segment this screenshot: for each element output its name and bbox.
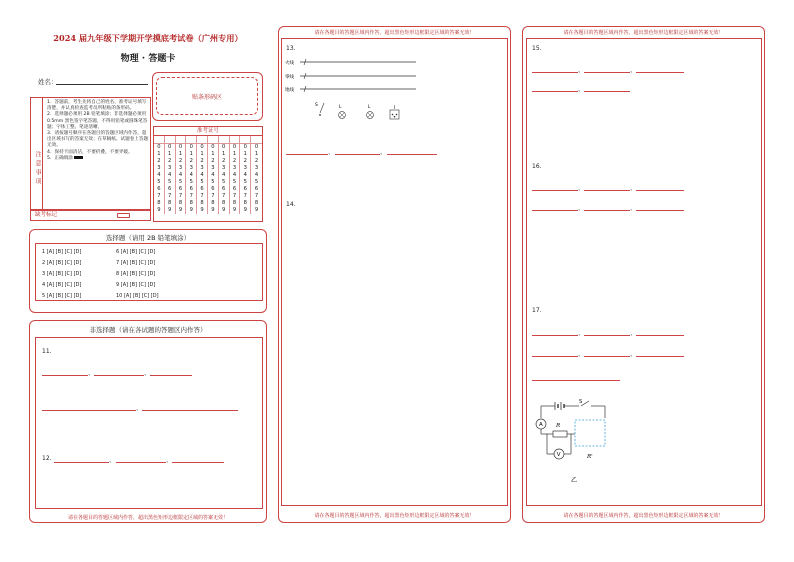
answer-line[interactable]	[387, 154, 437, 155]
exam-digit[interactable]: 7	[243, 193, 247, 199]
answer-line[interactable]	[532, 335, 578, 336]
exam-digit[interactable]: 6	[157, 186, 161, 192]
exam-number-write-cell[interactable]	[240, 136, 250, 144]
exam-number-write-cell[interactable]	[251, 136, 262, 144]
exam-digit[interactable]: 6	[168, 186, 172, 192]
exam-digit[interactable]: 1	[243, 151, 247, 157]
answer-line[interactable]	[94, 375, 144, 376]
warning-text: 请在各题目的答题区域内作答，超出黑色矩形边框限定区域的答案无效！	[314, 30, 475, 36]
exam-number-column[interactable]	[240, 136, 251, 214]
exam-digit[interactable]: 3	[243, 165, 247, 171]
warning-text: 请在各题目的答题区域内作答，超出黑色矩形边框限定区域的答案无效！	[314, 513, 475, 519]
page-title: 2024 届九年级下学期开学摸底考试卷（广州专用）	[53, 33, 243, 43]
exam-number-write-cell[interactable]	[219, 136, 229, 144]
exam-number-column[interactable]	[186, 136, 197, 214]
exam-digit[interactable]: 5	[232, 179, 237, 185]
exam-digit[interactable]: 9	[211, 207, 215, 213]
nonchoice-title: 非选择题（请在各试题的答题区内作答）	[89, 326, 207, 334]
exam-number-write-cell[interactable]	[197, 136, 207, 144]
exam-digit[interactable]: 4	[232, 172, 237, 178]
exam-digit[interactable]: 7	[157, 193, 161, 199]
exam-number-write-cell[interactable]	[230, 136, 240, 144]
exam-digit[interactable]: 3	[178, 165, 183, 171]
exam-digit[interactable]: 9	[232, 207, 237, 213]
exam-digit[interactable]: 1	[168, 151, 172, 157]
exam-digit[interactable]: 7	[200, 193, 204, 199]
q13-14-area: 13. 火线 零线 地线 S L L 、 、 14.	[281, 38, 508, 506]
exam-digit[interactable]: 8	[189, 200, 193, 206]
exam-digit[interactable]: 0	[189, 144, 193, 150]
exam-digit[interactable]: 2	[200, 158, 204, 164]
ground-wire-label: 地线	[285, 88, 294, 93]
exam-digit[interactable]: 0	[243, 144, 247, 150]
exam-digit[interactable]: 0	[222, 144, 226, 150]
choice-item[interactable]: 5 [A] [B] [C] [D]	[42, 293, 82, 299]
exam-number-column[interactable]	[208, 136, 219, 214]
exam-digit[interactable]: 1	[189, 151, 193, 157]
choice-item[interactable]: 9 [A] [B] [C] [D]	[116, 282, 156, 288]
choice-item[interactable]: 8 [A] [B] [C] [D]	[116, 271, 156, 277]
exam-number-column[interactable]	[176, 136, 187, 214]
exam-digit[interactable]: 2	[222, 158, 226, 164]
answer-line[interactable]	[584, 210, 630, 211]
exam-number-column[interactable]	[197, 136, 208, 214]
exam-digit[interactable]: 9	[189, 207, 193, 213]
answer-line[interactable]	[584, 91, 630, 92]
q15-17-area: 15. 、 、 、 16. 、 、 、 、 17. 、 、 、 、 S A R R' V 乙	[526, 38, 762, 506]
exam-digit[interactable]: 3	[232, 165, 237, 171]
exam-digit[interactable]: 4	[254, 172, 259, 178]
answer-line[interactable]	[42, 410, 136, 411]
exam-digit[interactable]: 5	[157, 179, 161, 185]
exam-digit[interactable]: 0	[232, 144, 237, 150]
resistor-label: R	[556, 423, 561, 429]
exam-digit[interactable]: 9	[222, 207, 226, 213]
exam-digit[interactable]: 6	[211, 186, 215, 192]
answer-line[interactable]	[335, 154, 380, 155]
answer-line[interactable]	[584, 356, 630, 357]
exam-digit[interactable]: 1	[157, 151, 161, 157]
exam-digit[interactable]: 3	[222, 165, 226, 171]
page-subtitle: 物理 · 答题卡	[120, 54, 176, 64]
warning-text: 请在各题目的答题区域内作答，超出黑色矩形边框限定区域的答案无效！	[67, 515, 228, 521]
q11-label: 11.	[42, 348, 52, 355]
q15-label: 15.	[532, 45, 542, 52]
exam-number-write-cell[interactable]	[154, 136, 164, 144]
answer-line[interactable]	[636, 356, 684, 357]
exam-digit[interactable]: 2	[211, 158, 215, 164]
exam-digit[interactable]: 2	[157, 158, 161, 164]
exam-digit[interactable]: 3	[254, 165, 259, 171]
exam-digit[interactable]: 2	[254, 158, 259, 164]
warning-text: 请在各题目的答题区域内作答，超出黑色矩形边框限定区域的答案无效！	[563, 30, 724, 36]
exam-digit[interactable]: 8	[178, 200, 183, 206]
answer-line[interactable]	[142, 410, 238, 411]
exam-digit[interactable]: 5	[178, 179, 183, 185]
exam-digit[interactable]: 9	[168, 207, 172, 213]
exam-number-grid[interactable]	[154, 136, 262, 214]
lamp1-label: L	[339, 105, 342, 110]
exam-digit[interactable]: 2	[189, 158, 193, 164]
exam-digit[interactable]: 7	[222, 193, 226, 199]
exam-number-write-cell[interactable]	[176, 136, 186, 144]
name-label: 姓名：	[38, 78, 58, 86]
exam-digit[interactable]: 7	[168, 193, 172, 199]
exam-digit[interactable]: 3	[168, 165, 172, 171]
exam-digit[interactable]: 7	[189, 193, 193, 199]
answer-line[interactable]	[532, 210, 578, 211]
lamp2-label: L	[368, 105, 371, 110]
choice-grid	[35, 243, 263, 301]
exam-digit[interactable]: 8	[211, 200, 215, 206]
exam-digit[interactable]: 5	[189, 179, 193, 185]
exam-number-write-cell[interactable]	[208, 136, 218, 144]
exam-digit[interactable]: 4	[243, 172, 247, 178]
exam-digit[interactable]: 8	[200, 200, 204, 206]
answer-line[interactable]	[636, 335, 684, 336]
switch-label: S	[579, 399, 583, 405]
answer-line[interactable]	[54, 462, 109, 463]
exam-digit[interactable]: 2	[232, 158, 237, 164]
choice-item[interactable]: 2 [A] [B] [C] [D]	[42, 260, 82, 266]
exam-digit[interactable]: 2	[168, 158, 172, 164]
exam-number-column[interactable]	[251, 136, 262, 214]
exam-digit[interactable]: 5	[222, 179, 226, 185]
answer-line[interactable]	[532, 72, 578, 73]
live-wire-label: 火线	[285, 61, 294, 66]
exam-digit[interactable]: 0	[168, 144, 172, 150]
q16-label: 16.	[532, 163, 542, 170]
exam-number-box	[153, 126, 263, 222]
exam-digit[interactable]: 5	[254, 179, 259, 185]
answer-line[interactable]	[584, 72, 630, 73]
exam-digit[interactable]: 5	[200, 179, 204, 185]
q14-label: 14.	[286, 201, 296, 208]
exam-digit[interactable]: 5	[243, 179, 247, 185]
exam-digit[interactable]: 7	[232, 193, 237, 199]
answer-line[interactable]	[116, 462, 166, 463]
exam-digit[interactable]: 6	[232, 186, 237, 192]
exam-digit[interactable]: 7	[254, 193, 259, 199]
name-field[interactable]	[56, 84, 148, 85]
exam-digit[interactable]: 8	[254, 200, 259, 206]
diagram-caption: 乙	[571, 477, 578, 484]
exam-digit[interactable]: 6	[200, 186, 204, 192]
exam-digit[interactable]: 8	[232, 200, 237, 206]
answer-line[interactable]	[584, 190, 630, 191]
measurement-circuit-diagram	[529, 396, 619, 486]
exam-digit[interactable]: 7	[178, 193, 183, 199]
missing-mark-box[interactable]	[117, 213, 130, 218]
exam-digit[interactable]: 6	[222, 186, 226, 192]
exam-digit[interactable]: 9	[157, 207, 161, 213]
choice-item[interactable]: 7 [A] [B] [C] [D]	[116, 260, 156, 266]
choice-item[interactable]: 1 [A] [B] [C] [D]	[42, 249, 82, 255]
exam-digit[interactable]: 1	[222, 151, 226, 157]
exam-digit[interactable]: 4	[178, 172, 183, 178]
filled-sample-icon	[74, 156, 83, 159]
q12-label: 12.	[42, 455, 52, 462]
exam-digit[interactable]: 2	[243, 158, 247, 164]
answer-line[interactable]	[42, 375, 88, 376]
switch-label: S	[315, 103, 318, 108]
barcode-area: 贴条形码区	[156, 77, 258, 115]
exam-digit[interactable]: 9	[243, 207, 247, 213]
exam-digit[interactable]: 5	[211, 179, 215, 185]
exam-digit[interactable]: 2	[178, 158, 183, 164]
answer-line[interactable]	[150, 375, 192, 376]
q13-label: 13.	[286, 45, 296, 52]
exam-digit[interactable]: 8	[157, 200, 161, 206]
answer-line[interactable]	[532, 190, 578, 191]
note-item: 2．选择题必须用 2B 铅笔填涂；非选择题必须用 0.5mm 黑色签字笔答题，不得用铅笔或圆珠笔答题；字体工整、笔迹清晰。	[47, 112, 148, 130]
voltmeter-label: V	[556, 452, 561, 458]
exam-digit[interactable]: 4	[200, 172, 204, 178]
choice-item[interactable]: 6 [A] [B] [C] [D]	[116, 249, 156, 255]
ammeter-label: A	[539, 422, 543, 428]
exam-digit[interactable]: 8	[168, 200, 172, 206]
house-circuit-diagram	[284, 55, 424, 133]
notes-box	[30, 97, 151, 210]
answer-line[interactable]	[636, 72, 684, 73]
exam-digit[interactable]: 1	[232, 151, 237, 157]
exam-digit[interactable]: 0	[254, 144, 259, 150]
exam-number-write-cell[interactable]	[186, 136, 196, 144]
exam-number-title: 准考证号	[154, 127, 262, 136]
exam-digit[interactable]: 3	[200, 165, 204, 171]
exam-digit[interactable]: 1	[254, 151, 259, 157]
exam-digit[interactable]: 0	[200, 144, 204, 150]
exam-digit[interactable]: 6	[243, 186, 247, 192]
exam-digit[interactable]: 6	[189, 186, 193, 192]
exam-digit[interactable]: 3	[157, 165, 161, 171]
answer-line[interactable]	[636, 210, 684, 211]
choice-title: 选择题（请用 2B 铅笔填涂）	[105, 234, 191, 242]
note-item: 4．保持卡面清洁，不要折叠、不要弄破。	[47, 149, 133, 155]
exam-number-column[interactable]	[154, 136, 165, 214]
answer-line[interactable]	[172, 462, 224, 463]
answer-line[interactable]	[584, 335, 630, 336]
notes-list	[47, 100, 149, 162]
exam-digit[interactable]: 9	[254, 207, 259, 213]
note-item: 1．答题前，考生先将自己的姓名、准考证号填写清楚，并认真检查监考员所粘贴的条形码。	[47, 100, 147, 112]
exam-digit[interactable]: 4	[189, 172, 193, 178]
exam-digit[interactable]: 8	[243, 200, 247, 206]
exam-digit[interactable]: 6	[178, 186, 183, 192]
neutral-wire-label: 零线	[285, 75, 294, 80]
note-item: 3．请按题号顺序在各题目的答题区域内作答，超出区域书写的答案无效；在草稿纸、试题卷上答题无效。	[47, 131, 149, 149]
note-item: 5．正确填涂	[47, 156, 149, 162]
answer-line[interactable]	[532, 380, 620, 381]
choice-item[interactable]: 10 [A] [B] [C] [D]	[116, 293, 159, 299]
answer-line[interactable]	[532, 356, 578, 357]
exam-digit[interactable]: 4	[211, 172, 215, 178]
choice-item[interactable]: 4 [A] [B] [C] [D]	[42, 282, 82, 288]
exam-digit[interactable]: 9	[178, 207, 183, 213]
exam-number-column[interactable]	[219, 136, 230, 214]
choice-item[interactable]: 3 [A] [B] [C] [D]	[42, 271, 82, 277]
answer-line[interactable]	[636, 190, 684, 191]
exam-digit[interactable]: 6	[254, 186, 259, 192]
exam-number-write-cell[interactable]	[165, 136, 175, 144]
exam-digit[interactable]: 4	[168, 172, 172, 178]
answer-line[interactable]	[532, 91, 578, 92]
exam-digit[interactable]: 1	[200, 151, 204, 157]
exam-digit[interactable]: 1	[178, 151, 183, 157]
q11-12-area: 11. 、 、 、 12. 、 、	[35, 337, 263, 509]
exam-digit[interactable]: 4	[157, 172, 161, 178]
exam-number-column[interactable]	[230, 136, 241, 214]
exam-digit[interactable]: 4	[222, 172, 226, 178]
warning-text: 请在各题目的答题区域内作答，超出黑色矩形边框限定区域的答案无效！	[563, 513, 724, 519]
exam-number-column[interactable]	[165, 136, 176, 214]
notes-label: 注意事项	[31, 98, 43, 209]
exam-digit[interactable]: 7	[211, 193, 215, 199]
missing-mark-label: 缺考标记	[35, 212, 58, 218]
exam-digit[interactable]: 0	[178, 144, 183, 150]
unknown-resistor-label: R'	[587, 454, 593, 460]
missing-mark	[30, 210, 151, 221]
exam-digit[interactable]: 9	[200, 207, 204, 213]
exam-digit[interactable]: 5	[168, 179, 172, 185]
exam-digit[interactable]: 0	[211, 144, 215, 150]
q17-label: 17.	[532, 307, 542, 314]
exam-digit[interactable]: 1	[211, 151, 215, 157]
exam-digit[interactable]: 0	[157, 144, 161, 150]
answer-line[interactable]	[286, 154, 328, 155]
exam-digit[interactable]: 3	[189, 165, 193, 171]
exam-digit[interactable]: 8	[222, 200, 226, 206]
exam-digit[interactable]: 3	[211, 165, 215, 171]
